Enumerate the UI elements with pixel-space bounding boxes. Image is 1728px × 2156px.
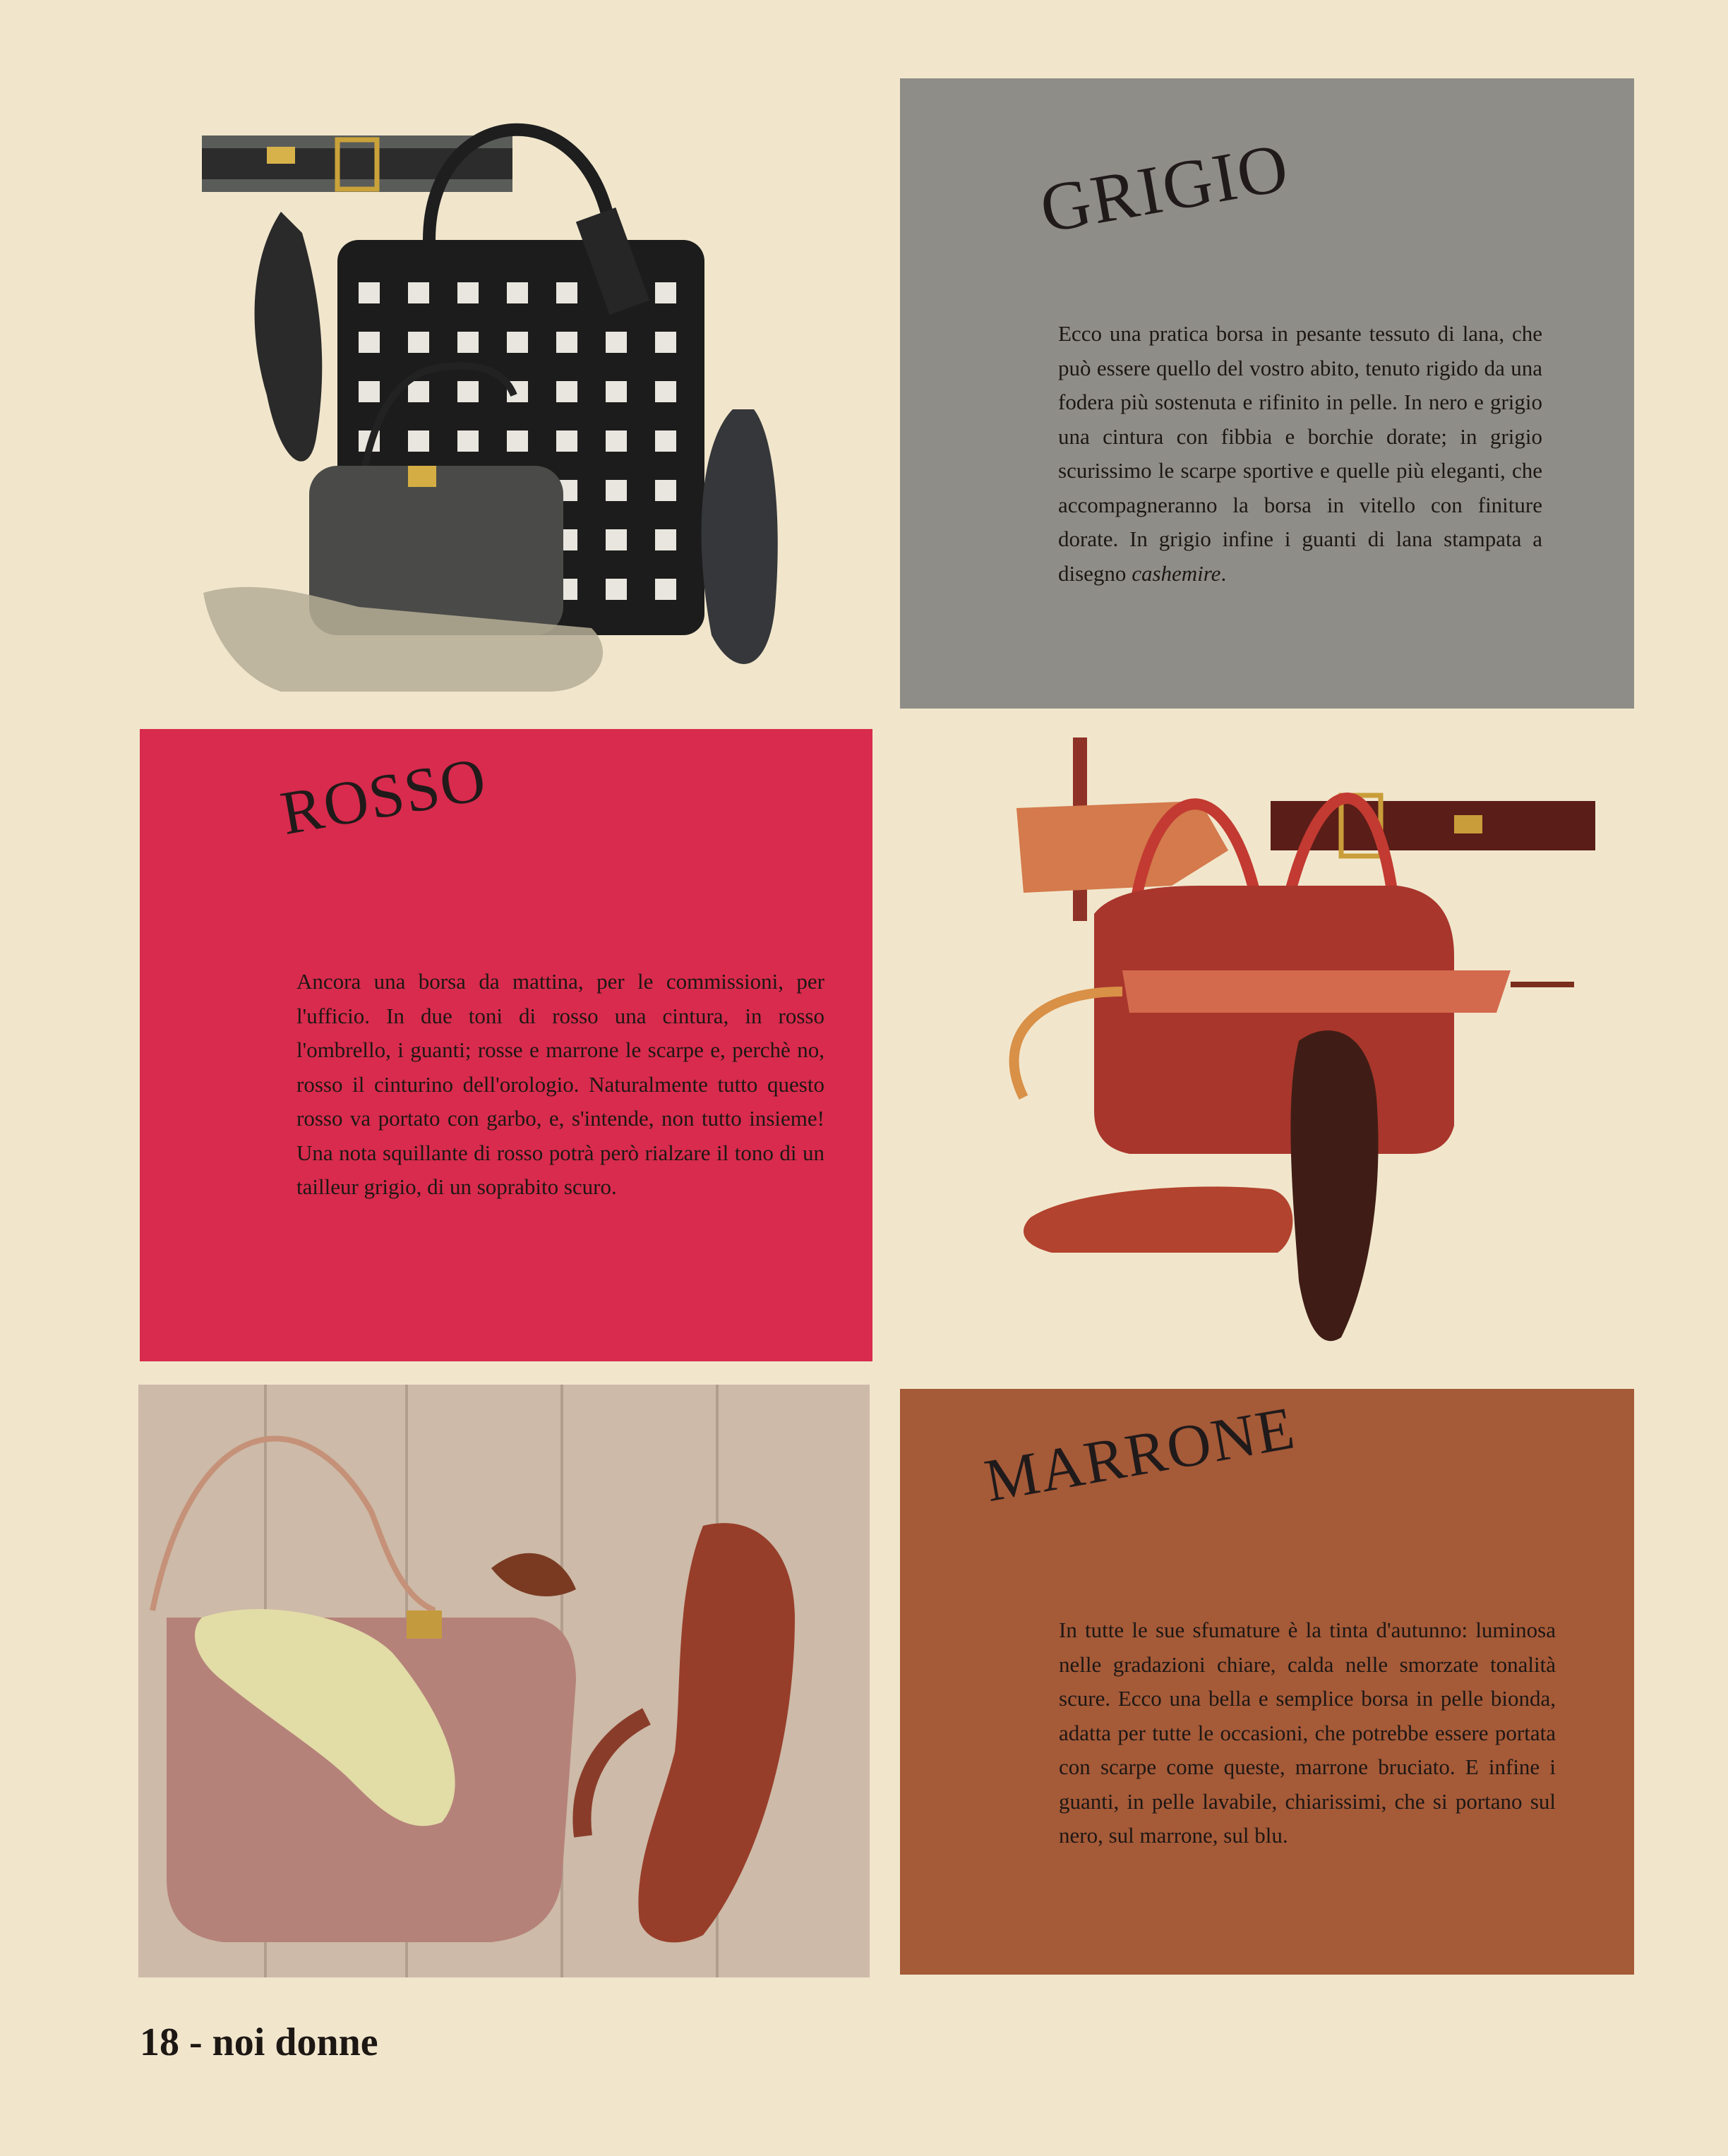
grigio-title: GRIGIO [1034, 129, 1295, 248]
page-footer-label: 18 - noi donne [140, 2021, 378, 2064]
photo-grigio-accessories [196, 71, 789, 692]
grigio-body-text-main: Ecco una pratica borsa in pesante tessuto di lana, che può essere quello del vostro abito, tenuto rigido da una fodera più sostenuta e rifinito in pelle. In nero e grigio una cintura con fibbia e borchie dorate; in grigio scurissimo le scarpe sportive e quelle più eleganti, che accompagneranno la borsa in vitello con finiture dorate. In grigio infine i guanti di lana stampata a disegno [1058, 321, 1542, 586]
grey-slingback-shoe [255, 212, 323, 462]
brown-lace-shoe [1290, 1030, 1378, 1341]
grigio-panel [900, 78, 1634, 709]
photo-marrone-accessories [138, 1385, 870, 1977]
photo-rosso-accessories [988, 730, 1609, 1351]
grigio-body-text-italic: cashemire [1132, 560, 1221, 586]
grigio-body-text [1058, 317, 1542, 591]
grey-ballet-flat [702, 409, 778, 664]
marrone-body-text: In tutte le sue sfumature è la tinta d'autunno: luminosa nelle gradazioni chiare, calda nelle smorzate tonalità scure. Ecco una bella e semplice borsa in pelle bionda, adatta per tutte le occasioni, che potrebbe essere portata con scarpe come queste, marrone bruciato. E infine i guanti, in pelle lavabile, chiarissimi, che si portano sul nero, sul marrone, sul blu. [1059, 1618, 1556, 1848]
marrone-panel [900, 1389, 1634, 1975]
grigio-body-text-end: . [1220, 560, 1227, 586]
rosso-panel [140, 729, 872, 1361]
rosso-body-text: Ancora una borsa da mattina, per le commissioni, per l'ufficio. In due toni di rosso una cintura, in rosso l'ombrello, i guanti; rosse e marrone le scarpe e, perchè no, rosso il cinturino dell'orologio. Naturalmente tutto questo rosso va portato con garbo, e, s'intende, non tutto insieme! Una nota squillante di rosso potrà però rialzare il tono di un tailleur grigio, di un soprabito scuro. [296, 969, 824, 1199]
red-loafer [1024, 1186, 1292, 1253]
rosso-title: ROSSO [275, 745, 492, 849]
red-handbag [1094, 886, 1454, 1154]
red-gloves [1016, 801, 1228, 893]
marrone-title: MARRONE [979, 1393, 1300, 1515]
